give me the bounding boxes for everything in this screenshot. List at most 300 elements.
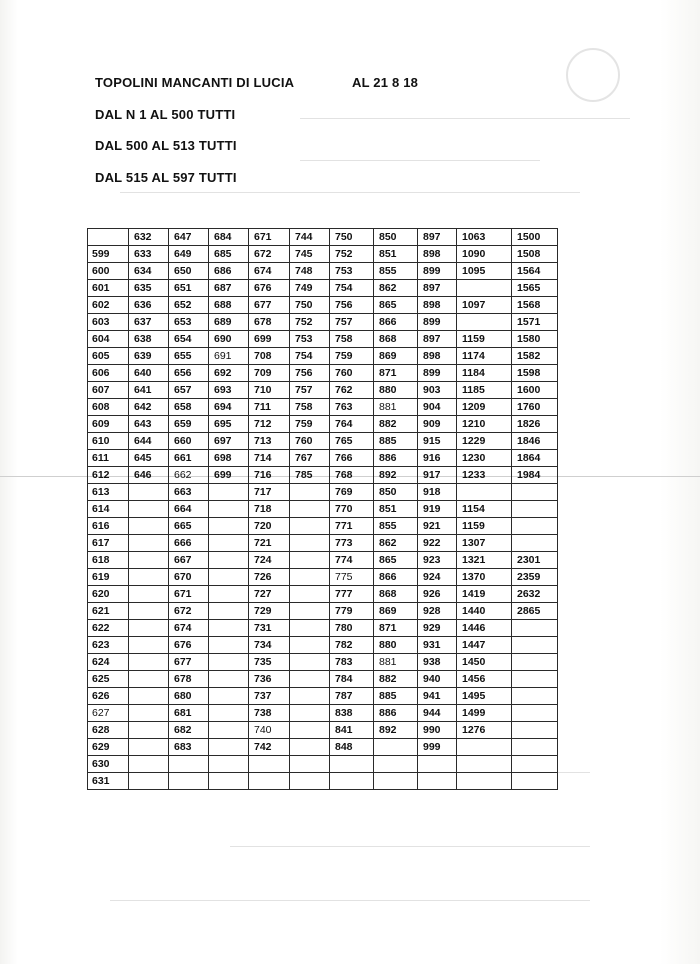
table-cell: 752 xyxy=(290,314,330,331)
table-cell: 699 xyxy=(249,331,290,348)
table-cell: 2865 xyxy=(512,603,558,620)
table-cell xyxy=(290,484,330,501)
table-cell: 674 xyxy=(249,263,290,280)
table-cell: 1456 xyxy=(457,671,512,688)
table-row xyxy=(88,246,558,263)
table-cell: 687 xyxy=(209,280,249,297)
table-cell: 606 xyxy=(88,365,129,382)
table-cell: 1760 xyxy=(512,399,558,416)
table-cell: 632 xyxy=(129,229,169,246)
table-cell: 750 xyxy=(290,297,330,314)
table-cell: 924 xyxy=(418,569,457,586)
table-row xyxy=(88,399,558,416)
table-cell: 605 xyxy=(88,348,129,365)
table-cell: 1846 xyxy=(512,433,558,450)
table-cell: 917 xyxy=(418,467,457,484)
table-row xyxy=(88,569,558,586)
table-cell xyxy=(457,484,512,501)
table-cell: 881 xyxy=(374,399,418,416)
table-cell: 713 xyxy=(249,433,290,450)
table-cell xyxy=(512,756,558,773)
table-cell: 694 xyxy=(209,399,249,416)
table-cell: 676 xyxy=(249,280,290,297)
table-cell xyxy=(512,739,558,756)
table-cell: 941 xyxy=(418,688,457,705)
table-cell xyxy=(290,756,330,773)
table-cell: 767 xyxy=(290,450,330,467)
table-cell: 685 xyxy=(209,246,249,263)
table-cell: 638 xyxy=(129,331,169,348)
table-cell: 684 xyxy=(209,229,249,246)
table-row xyxy=(88,722,558,739)
table-cell: 1571 xyxy=(512,314,558,331)
table-cell: 1159 xyxy=(457,331,512,348)
table-cell: 766 xyxy=(330,450,374,467)
table-cell: 757 xyxy=(290,382,330,399)
table-cell: 753 xyxy=(290,331,330,348)
table-cell: 1568 xyxy=(512,297,558,314)
table-cell: 640 xyxy=(129,365,169,382)
table-row xyxy=(88,450,558,467)
document-title: TOPOLINI MANCANTI DI LUCIA xyxy=(95,75,295,90)
table-cell xyxy=(512,484,558,501)
table-cell: 780 xyxy=(330,620,374,637)
table-cell: 624 xyxy=(88,654,129,671)
table-cell xyxy=(330,773,374,790)
table-cell: 737 xyxy=(249,688,290,705)
table-cell xyxy=(290,603,330,620)
table-row xyxy=(88,501,558,518)
table-row xyxy=(88,416,558,433)
table-cell: 1184 xyxy=(457,365,512,382)
table-cell: 622 xyxy=(88,620,129,637)
table-cell: 744 xyxy=(290,229,330,246)
table-cell: 892 xyxy=(374,722,418,739)
table-cell: 898 xyxy=(418,297,457,314)
table-cell: 664 xyxy=(169,501,209,518)
table-row xyxy=(88,348,558,365)
table-cell: 740 xyxy=(249,722,290,739)
table-cell xyxy=(129,654,169,671)
table-cell: 641 xyxy=(129,382,169,399)
table-cell: 903 xyxy=(418,382,457,399)
table-cell xyxy=(129,603,169,620)
table-row xyxy=(88,280,558,297)
table-cell: 1307 xyxy=(457,535,512,552)
table-cell: 1582 xyxy=(512,348,558,365)
table-cell: 1500 xyxy=(512,229,558,246)
table-cell: 866 xyxy=(374,569,418,586)
table-cell: 717 xyxy=(249,484,290,501)
table-row xyxy=(88,535,558,552)
table-cell xyxy=(209,620,249,637)
table-cell: 1600 xyxy=(512,382,558,399)
range-line-2: DAL 500 AL 513 TUTTI xyxy=(95,138,237,153)
table-cell: 922 xyxy=(418,535,457,552)
table-cell: 756 xyxy=(290,365,330,382)
table-cell xyxy=(374,756,418,773)
table-cell: 672 xyxy=(169,603,209,620)
table-cell: 1154 xyxy=(457,501,512,518)
table-cell: 1370 xyxy=(457,569,512,586)
table-cell: 652 xyxy=(169,297,209,314)
table-cell: 2301 xyxy=(512,552,558,569)
table-cell: 885 xyxy=(374,433,418,450)
table-cell: 1097 xyxy=(457,297,512,314)
table-row xyxy=(88,263,558,280)
table-cell: 1450 xyxy=(457,654,512,671)
table-cell: 1499 xyxy=(457,705,512,722)
table-cell: 944 xyxy=(418,705,457,722)
table-cell: 848 xyxy=(330,739,374,756)
table-cell: 745 xyxy=(290,246,330,263)
table-cell xyxy=(290,773,330,790)
table-cell xyxy=(512,688,558,705)
table-cell: 654 xyxy=(169,331,209,348)
table-cell xyxy=(209,484,249,501)
table-cell: 855 xyxy=(374,518,418,535)
table-cell: 731 xyxy=(249,620,290,637)
table-cell xyxy=(129,586,169,603)
table-cell: 612 xyxy=(88,467,129,484)
table-cell xyxy=(209,603,249,620)
table-cell: 1090 xyxy=(457,246,512,263)
table-cell xyxy=(512,620,558,637)
show-through-line xyxy=(120,192,580,193)
table-cell: 678 xyxy=(169,671,209,688)
table-cell: 604 xyxy=(88,331,129,348)
table-cell: 677 xyxy=(249,297,290,314)
show-through-line xyxy=(300,118,630,119)
table-cell: 630 xyxy=(88,756,129,773)
table-cell: 774 xyxy=(330,552,374,569)
table-cell: 838 xyxy=(330,705,374,722)
table-cell: 671 xyxy=(169,586,209,603)
table-cell: 926 xyxy=(418,586,457,603)
table-cell: 868 xyxy=(374,331,418,348)
table-cell: 646 xyxy=(129,467,169,484)
missing-numbers-table xyxy=(87,228,558,790)
show-through-line xyxy=(300,160,540,161)
table-cell xyxy=(290,688,330,705)
table-cell xyxy=(290,637,330,654)
table-cell: 777 xyxy=(330,586,374,603)
table-cell xyxy=(290,654,330,671)
table-cell: 662 xyxy=(169,467,209,484)
table-cell xyxy=(290,535,330,552)
table-cell: 882 xyxy=(374,671,418,688)
table-cell: 764 xyxy=(330,416,374,433)
table-cell xyxy=(209,688,249,705)
table-cell: 639 xyxy=(129,348,169,365)
table-cell: 651 xyxy=(169,280,209,297)
table-cell xyxy=(209,518,249,535)
table-cell: 1495 xyxy=(457,688,512,705)
table-cell xyxy=(512,654,558,671)
table-cell: 621 xyxy=(88,603,129,620)
table-cell: 708 xyxy=(249,348,290,365)
table-cell: 735 xyxy=(249,654,290,671)
table-row xyxy=(88,739,558,756)
table-row xyxy=(88,365,558,382)
table-cell: 620 xyxy=(88,586,129,603)
table-row xyxy=(88,297,558,314)
table-cell: 613 xyxy=(88,484,129,501)
table-cell: 601 xyxy=(88,280,129,297)
table-cell: 714 xyxy=(249,450,290,467)
table-cell: 841 xyxy=(330,722,374,739)
table-cell xyxy=(457,739,512,756)
table-cell: 892 xyxy=(374,467,418,484)
table-cell: 923 xyxy=(418,552,457,569)
table-cell: 709 xyxy=(249,365,290,382)
table-cell: 768 xyxy=(330,467,374,484)
table-cell: 886 xyxy=(374,450,418,467)
table-cell: 600 xyxy=(88,263,129,280)
table-cell: 921 xyxy=(418,518,457,535)
table-cell: 633 xyxy=(129,246,169,263)
table-cell: 699 xyxy=(209,467,249,484)
table-cell: 862 xyxy=(374,280,418,297)
table-cell: 1095 xyxy=(457,263,512,280)
table-row xyxy=(88,229,558,246)
table-cell: 760 xyxy=(290,433,330,450)
table-cell xyxy=(290,518,330,535)
table-row xyxy=(88,518,558,535)
table-cell xyxy=(129,569,169,586)
table-cell xyxy=(88,229,129,246)
table-cell xyxy=(290,739,330,756)
table-cell: 885 xyxy=(374,688,418,705)
table-cell: 756 xyxy=(330,297,374,314)
range-line-3: DAL 515 AL 597 TUTTI xyxy=(95,170,237,185)
table-cell: 763 xyxy=(330,399,374,416)
table-cell: 782 xyxy=(330,637,374,654)
table-cell: 629 xyxy=(88,739,129,756)
table-cell: 626 xyxy=(88,688,129,705)
table-cell xyxy=(209,739,249,756)
table-cell: 649 xyxy=(169,246,209,263)
table-cell xyxy=(209,773,249,790)
table-cell: 635 xyxy=(129,280,169,297)
table-cell: 681 xyxy=(169,705,209,722)
table-cell: 1276 xyxy=(457,722,512,739)
table-cell: 666 xyxy=(169,535,209,552)
table-cell: 614 xyxy=(88,501,129,518)
table-row xyxy=(88,654,558,671)
table-cell: 627 xyxy=(88,705,129,722)
table-cell xyxy=(209,705,249,722)
table-cell: 855 xyxy=(374,263,418,280)
table-cell xyxy=(418,756,457,773)
show-through-line xyxy=(110,900,590,901)
table-cell: 720 xyxy=(249,518,290,535)
table-cell: 762 xyxy=(330,382,374,399)
table-cell: 758 xyxy=(330,331,374,348)
table-cell xyxy=(290,552,330,569)
table-cell xyxy=(290,586,330,603)
table-cell: 663 xyxy=(169,484,209,501)
table-cell: 734 xyxy=(249,637,290,654)
table-cell: 689 xyxy=(209,314,249,331)
table-row xyxy=(88,705,558,722)
table-cell: 682 xyxy=(169,722,209,739)
table-cell xyxy=(457,756,512,773)
table-cell xyxy=(457,314,512,331)
table-cell xyxy=(512,671,558,688)
table-cell: 674 xyxy=(169,620,209,637)
table-cell: 660 xyxy=(169,433,209,450)
table-cell xyxy=(209,569,249,586)
table-cell: 929 xyxy=(418,620,457,637)
table-cell: 716 xyxy=(249,467,290,484)
table-cell xyxy=(169,756,209,773)
table-cell: 738 xyxy=(249,705,290,722)
table-cell: 880 xyxy=(374,382,418,399)
table-cell xyxy=(512,518,558,535)
table-cell: 1565 xyxy=(512,280,558,297)
table-cell: 692 xyxy=(209,365,249,382)
table-cell: 919 xyxy=(418,501,457,518)
table-cell: 721 xyxy=(249,535,290,552)
table-cell: 871 xyxy=(374,620,418,637)
table-cell xyxy=(512,501,558,518)
table-cell: 748 xyxy=(290,263,330,280)
table-cell: 695 xyxy=(209,416,249,433)
table-cell xyxy=(209,722,249,739)
table-cell: 610 xyxy=(88,433,129,450)
table-cell: 866 xyxy=(374,314,418,331)
table-cell: 631 xyxy=(88,773,129,790)
table-cell: 602 xyxy=(88,297,129,314)
table-cell: 625 xyxy=(88,671,129,688)
table-cell: 644 xyxy=(129,433,169,450)
table-cell: 659 xyxy=(169,416,209,433)
table-cell xyxy=(129,620,169,637)
table-cell: 686 xyxy=(209,263,249,280)
table-cell: 886 xyxy=(374,705,418,722)
table-cell: 928 xyxy=(418,603,457,620)
table-cell xyxy=(512,722,558,739)
table-cell xyxy=(209,552,249,569)
table-cell: 683 xyxy=(169,739,209,756)
table-cell: 765 xyxy=(330,433,374,450)
table-cell: 759 xyxy=(330,348,374,365)
table-cell: 899 xyxy=(418,365,457,382)
table-cell: 1447 xyxy=(457,637,512,654)
table-cell: 1185 xyxy=(457,382,512,399)
table-cell xyxy=(209,671,249,688)
table-row xyxy=(88,756,558,773)
table-cell: 599 xyxy=(88,246,129,263)
table-cell xyxy=(290,705,330,722)
table-cell: 670 xyxy=(169,569,209,586)
table-cell: 897 xyxy=(418,229,457,246)
table-cell: 783 xyxy=(330,654,374,671)
table-cell: 850 xyxy=(374,484,418,501)
table-row xyxy=(88,552,558,569)
table-cell: 771 xyxy=(330,518,374,535)
table-cell: 754 xyxy=(330,280,374,297)
table-cell xyxy=(374,739,418,756)
table-cell xyxy=(290,620,330,637)
table-cell xyxy=(330,756,374,773)
table-cell: 865 xyxy=(374,552,418,569)
table-cell: 658 xyxy=(169,399,209,416)
table-cell: 898 xyxy=(418,246,457,263)
table-cell: 628 xyxy=(88,722,129,739)
table-cell xyxy=(209,586,249,603)
table-cell xyxy=(129,637,169,654)
table-cell: 742 xyxy=(249,739,290,756)
table-cell: 637 xyxy=(129,314,169,331)
table-cell: 869 xyxy=(374,603,418,620)
table-cell: 757 xyxy=(330,314,374,331)
table-cell: 697 xyxy=(209,433,249,450)
table-cell: 711 xyxy=(249,399,290,416)
table-cell xyxy=(418,773,457,790)
table-cell: 647 xyxy=(169,229,209,246)
show-through-line xyxy=(230,846,590,847)
table-cell: 752 xyxy=(330,246,374,263)
table-cell xyxy=(249,773,290,790)
table-cell: 785 xyxy=(290,467,330,484)
table-cell: 1174 xyxy=(457,348,512,365)
table-cell: 653 xyxy=(169,314,209,331)
table-cell: 1230 xyxy=(457,450,512,467)
table-cell xyxy=(129,739,169,756)
table-cell: 1229 xyxy=(457,433,512,450)
table-cell: 650 xyxy=(169,263,209,280)
table-cell xyxy=(290,722,330,739)
table-cell xyxy=(290,671,330,688)
table-cell: 678 xyxy=(249,314,290,331)
table-cell: 710 xyxy=(249,382,290,399)
table-cell: 634 xyxy=(129,263,169,280)
table-cell: 690 xyxy=(209,331,249,348)
table-cell: 698 xyxy=(209,450,249,467)
table-cell: 898 xyxy=(418,348,457,365)
table-cell: 869 xyxy=(374,348,418,365)
table-cell xyxy=(374,773,418,790)
table-cell xyxy=(129,518,169,535)
table-cell: 642 xyxy=(129,399,169,416)
table-cell xyxy=(457,773,512,790)
table-cell: 667 xyxy=(169,552,209,569)
table-cell: 881 xyxy=(374,654,418,671)
table-cell: 726 xyxy=(249,569,290,586)
table-cell xyxy=(209,501,249,518)
table-cell: 665 xyxy=(169,518,209,535)
table-cell: 672 xyxy=(249,246,290,263)
table-cell: 759 xyxy=(290,416,330,433)
table-cell: 909 xyxy=(418,416,457,433)
table-cell: 916 xyxy=(418,450,457,467)
range-line-1: DAL N 1 AL 500 TUTTI xyxy=(95,107,236,122)
table-cell xyxy=(512,637,558,654)
table-row xyxy=(88,603,558,620)
table-cell xyxy=(290,569,330,586)
table-cell: 727 xyxy=(249,586,290,603)
table-cell: 623 xyxy=(88,637,129,654)
table-cell: 850 xyxy=(374,229,418,246)
table-row xyxy=(88,467,558,484)
table-cell: 749 xyxy=(290,280,330,297)
table-cell: 865 xyxy=(374,297,418,314)
table-row xyxy=(88,620,558,637)
table-cell: 1233 xyxy=(457,467,512,484)
table-cell xyxy=(129,705,169,722)
